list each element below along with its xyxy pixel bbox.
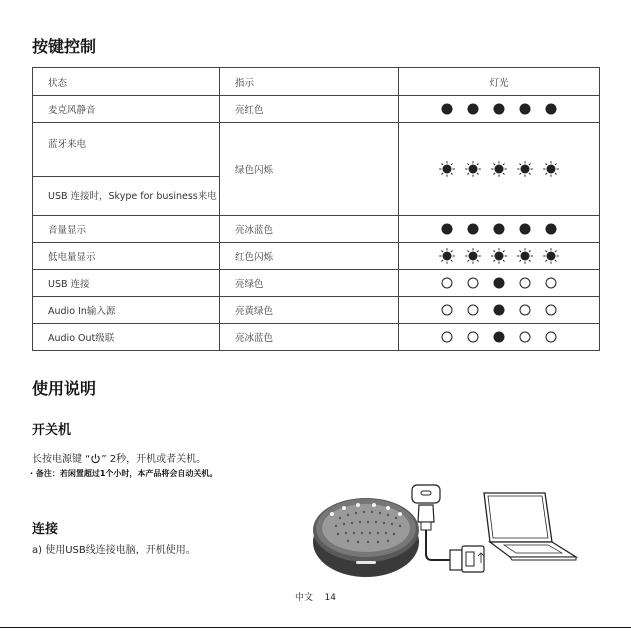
led-off-icon	[517, 275, 533, 291]
led-off-icon	[517, 302, 533, 318]
power-instruction	[32, 450, 206, 465]
table-row	[33, 96, 600, 123]
indicator-cell: 亮冰蓝色	[220, 324, 399, 351]
speakerphone-illustration	[313, 498, 419, 577]
led-on-icon	[491, 275, 507, 291]
indicator-cell: 亮黄绿色	[220, 297, 399, 324]
state-cell: 麦克风静音	[33, 96, 220, 123]
led-blinking-icon	[465, 161, 481, 177]
table-row	[33, 123, 600, 177]
led-cell	[399, 123, 600, 216]
table-row	[33, 297, 600, 324]
power-title: 开关机	[32, 423, 72, 438]
led-on-icon	[491, 101, 507, 117]
usb-connection-illustration	[300, 478, 600, 583]
led-off-icon	[543, 275, 559, 291]
section-title-button-control: 按键控制	[32, 37, 97, 56]
indicator-cell: 绿色闪烁	[220, 123, 399, 216]
led-blinking-icon	[543, 161, 559, 177]
led-blinking-icon	[439, 248, 455, 264]
led-off-icon	[465, 302, 481, 318]
led-on-icon	[491, 221, 507, 237]
power-note: · 备注：若闲置超过1个小时，本产品将会自动关机。	[30, 469, 218, 478]
state-cell: 蓝牙来电	[33, 123, 220, 177]
led-blinking-icon	[439, 161, 455, 177]
state-cell: 低电量显示	[33, 243, 220, 270]
connect-instruction: a) 使用USB线连接电脑，开机使用。	[32, 545, 196, 556]
led-off-icon	[543, 302, 559, 318]
power-icon	[90, 453, 101, 464]
led-row	[399, 324, 599, 350]
usb-a-plug-illustration	[450, 546, 484, 572]
led-cell	[399, 270, 600, 297]
led-off-icon	[439, 275, 455, 291]
section-title-usage: 使用说明	[32, 379, 97, 398]
column-header-state: 状态	[33, 68, 220, 96]
page-bottom-rule	[0, 627, 631, 628]
led-on-icon	[491, 329, 507, 345]
page-footer: 中文 14	[295, 593, 336, 603]
led-row	[399, 96, 599, 122]
led-off-icon	[517, 329, 533, 345]
led-off-icon	[439, 329, 455, 345]
indicator-cell: 亮冰蓝色	[220, 216, 399, 243]
column-header-light: 灯光	[399, 68, 600, 96]
led-cell	[399, 297, 600, 324]
state-cell: USB 连接	[33, 270, 220, 297]
indicator-cell: 亮绿色	[220, 270, 399, 297]
led-cell	[399, 216, 600, 243]
led-on-icon	[517, 221, 533, 237]
table-row	[33, 324, 600, 351]
indicator-cell: 亮红色	[220, 96, 399, 123]
led-off-icon	[543, 329, 559, 345]
led-off-icon	[465, 329, 481, 345]
led-blinking-icon	[543, 248, 559, 264]
connect-title: 连接	[32, 522, 59, 537]
led-row	[399, 243, 599, 269]
led-on-icon	[439, 101, 455, 117]
indicator-cell: 红色闪烁	[220, 243, 399, 270]
led-blinking-icon	[491, 161, 507, 177]
laptop-illustration	[484, 493, 576, 560]
table-row	[33, 270, 600, 297]
led-cell	[399, 324, 600, 351]
power-instruction-before: 长按电源键 “	[32, 454, 91, 465]
led-off-icon	[465, 275, 481, 291]
led-blinking-icon	[465, 248, 481, 264]
led-blinking-icon	[491, 248, 507, 264]
led-on-icon	[517, 101, 533, 117]
led-off-icon	[439, 302, 455, 318]
led-on-icon	[465, 221, 481, 237]
table-row	[33, 216, 600, 243]
led-row	[399, 216, 599, 242]
led-blinking-icon	[517, 161, 533, 177]
led-row	[399, 123, 599, 215]
led-cell	[399, 243, 600, 270]
state-cell: Audio In输入源	[33, 297, 220, 324]
table-header-row	[33, 68, 600, 96]
led-cell	[399, 96, 600, 123]
state-cell: Audio Out级联	[33, 324, 220, 351]
table-row	[33, 243, 600, 270]
led-on-icon	[465, 101, 481, 117]
power-instruction-after: ” 2秒，开机或者关机。	[101, 454, 207, 465]
led-row	[399, 270, 599, 296]
button-control-table	[32, 67, 600, 351]
led-on-icon	[543, 101, 559, 117]
state-cell: USB 连接时，Skype for business来电	[33, 177, 220, 216]
led-on-icon	[491, 302, 507, 318]
led-row	[399, 297, 599, 323]
state-cell: 音量显示	[33, 216, 220, 243]
led-blinking-icon	[517, 248, 533, 264]
column-header-indicator: 指示	[220, 68, 399, 96]
led-on-icon	[439, 221, 455, 237]
led-on-icon	[543, 221, 559, 237]
